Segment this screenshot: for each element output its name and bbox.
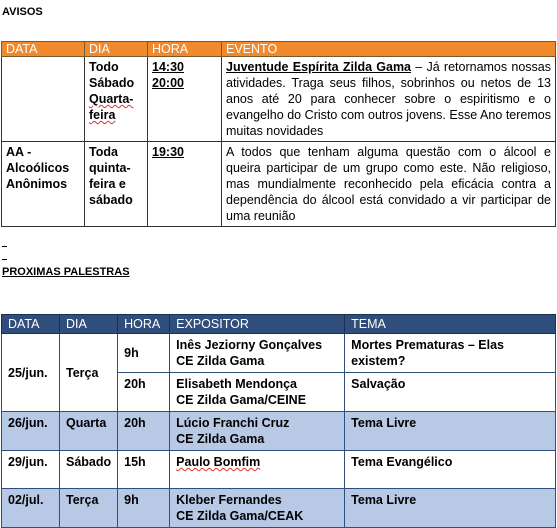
avisos-row-juventude [2,57,556,142]
cell-hora [148,142,222,227]
header-expositor: EXPOSITOR [170,315,345,334]
cell-hora: 9h [118,334,170,373]
cell-data: 25/jun. [2,334,60,412]
expositor-center: CE Zilda Gama/CEINE [176,393,307,407]
stray-mark [2,259,7,260]
avisos-title: AVISOS [2,6,43,18]
cell-expositor [170,489,345,528]
header-tema: TEMA [345,315,556,334]
dia-line: quinta- [89,161,131,175]
data-line: AA - [6,145,32,159]
table-row [2,334,556,373]
dia-line: Sábado [89,76,135,90]
cell-expositor [170,451,345,489]
expositor-name: Lúcio Franchi Cruz [176,416,290,430]
expositor-name: Paulo Bomfim [176,455,261,469]
cell-dia [85,57,148,142]
expositor-center: CE Zilda Gama [176,354,265,368]
stray-mark [2,246,7,247]
cell-tema: Salvação [345,373,556,412]
header-hora: HORA [118,315,170,334]
cell-hora: 20h [118,373,170,412]
cell-evento [222,57,556,142]
header-data: DATA [2,42,85,57]
header-dia: DIA [85,42,148,57]
cell-data: 02/jul. [2,489,60,528]
dia-line: Quarta- [89,92,134,106]
cell-dia: Sábado [60,451,118,489]
evento-text: – Já retornamos nossas atividades. Traga seus filhos, sobrinhos ou netos de 13 anos até 20 para conhecer sobre o espiritismo e o evangelho do Cristo com outros jovens. Esse Ano teremos muitas novidades [226,60,551,138]
table-row [2,489,556,528]
hora-line: 20:00 [152,76,184,90]
cell-dia [85,142,148,227]
table-row [2,412,556,451]
dia-line: feira e [89,177,126,191]
cell-dia: Terça [60,489,118,528]
cell-expositor [170,334,345,373]
avisos-table [1,41,556,227]
hora-line: 14:30 [152,60,184,74]
cell-dia: Quarta [60,412,118,451]
palestras-title: PROXIMAS PALESTRAS [2,266,130,278]
cell-dia: Terça [60,334,118,412]
cell-tema: Tema Evangélico [345,451,556,489]
cell-hora [148,57,222,142]
cell-expositor [170,373,345,412]
expositor-center: CE Zilda Gama [176,432,265,446]
cell-hora: 15h [118,451,170,489]
hora-value: 19:30 [152,145,184,159]
dia-line: Toda [89,145,118,159]
cell-data: 26/jun. [2,412,60,451]
expositor-center: CE Zilda Gama/CEAK [176,509,304,523]
cell-hora: 20h [118,412,170,451]
dia-line: feira [89,108,116,122]
expositor-name: Elisabeth Mendonça [176,377,298,391]
header-hora: HORA [148,42,222,57]
cell-data [2,57,85,142]
table-row [2,451,556,489]
cell-expositor [170,412,345,451]
cell-tema [345,334,556,373]
header-data: DATA [2,315,60,334]
expositor-name: Inês Jeziorny Gonçalves [176,338,323,352]
header-evento: EVENTO [222,42,556,57]
data-line: Alcoólicos [6,161,70,175]
evento-title: Juventude Espírita Zilda Gama [226,60,412,74]
dia-line: Todo [89,60,119,74]
avisos-row-aa [2,142,556,227]
expositor-name: Kleber Fernandes [176,493,282,507]
dia-line: sábado [89,193,133,207]
data-line: Anônimos [6,177,68,191]
palestras-table [1,314,556,528]
avisos-header-row [2,42,556,57]
cell-data: 29/jun. [2,451,60,489]
header-dia: DIA [60,315,118,334]
cell-data [2,142,85,227]
tema-line: existem? [351,354,406,368]
cell-evento: A todos que tenham alguma questão com o álcool e queira participar de um grupo como este. Não religioso, mas mundialmente reconhecido pela eficácia contra a dependência do álcool está convidado a vir participar de uma reunião [222,142,556,227]
cell-tema: Tema Livre [345,412,556,451]
palestras-header-row [2,315,556,334]
tema-line: Mortes Prematuras – Elas [351,338,505,352]
cell-hora: 9h [118,489,170,528]
cell-tema: Tema Livre [345,489,556,528]
